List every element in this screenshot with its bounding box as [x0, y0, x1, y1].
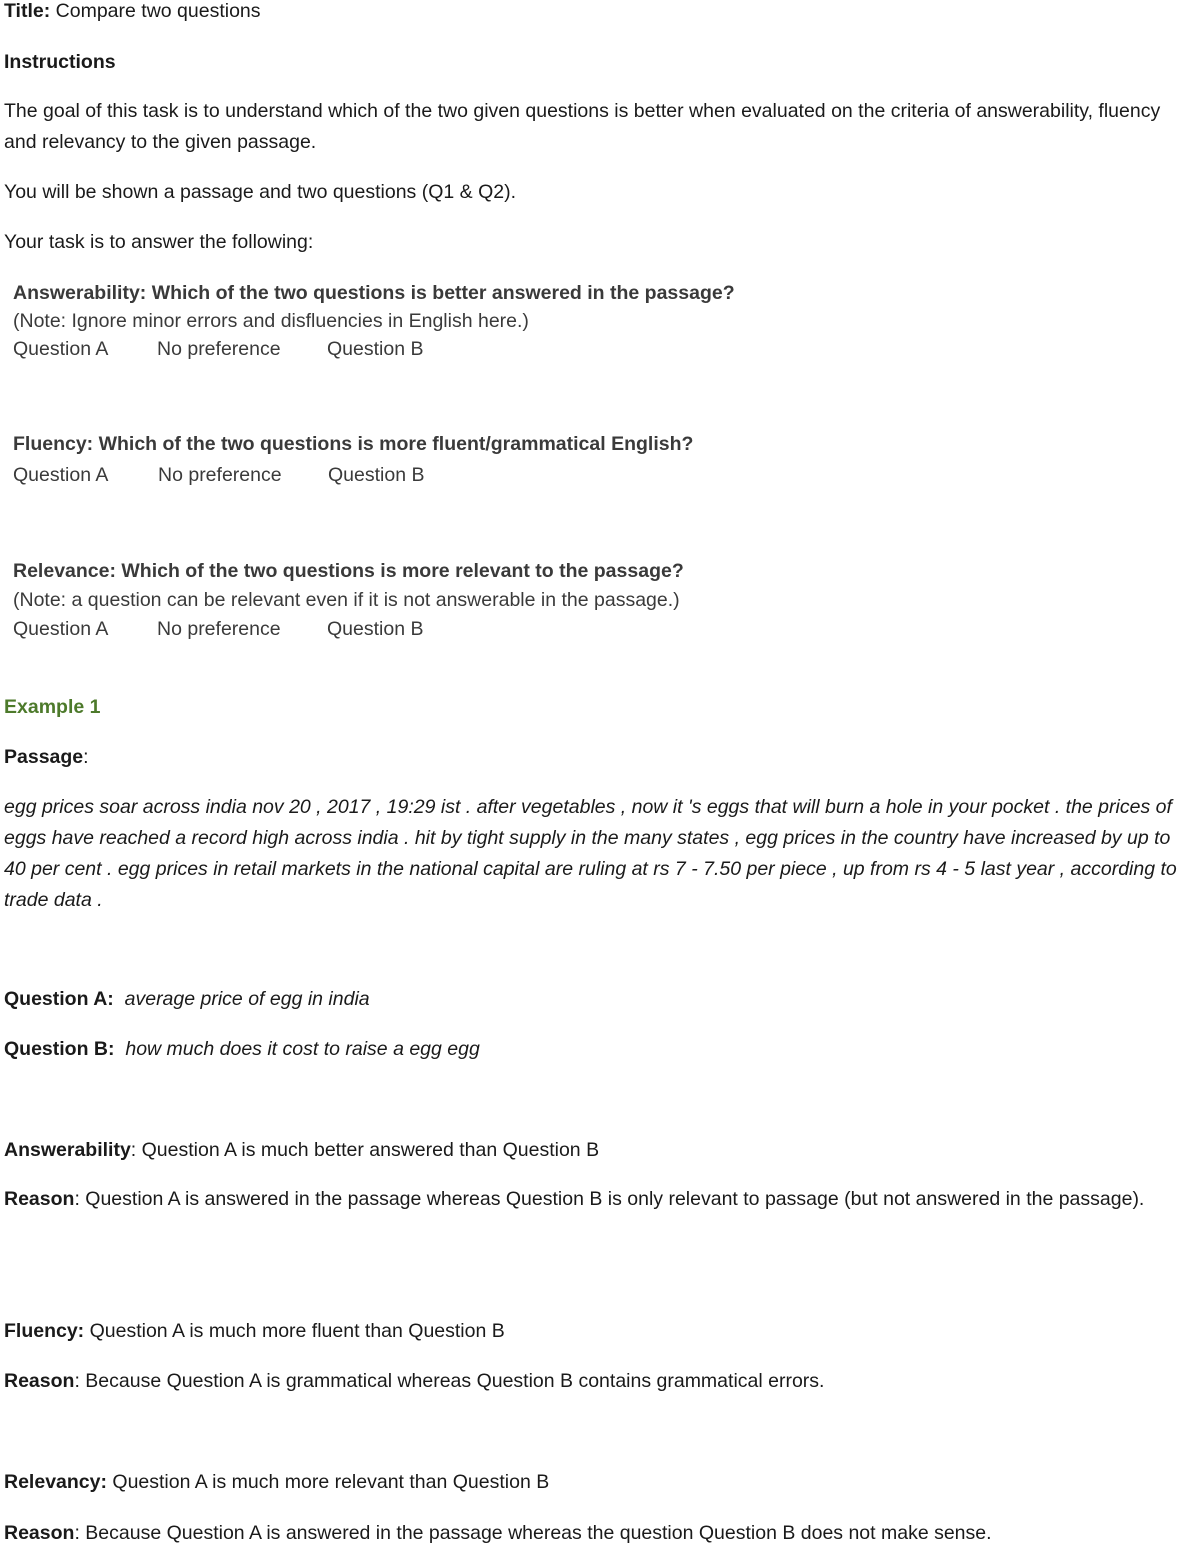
fluency-result-text: Question A is much more fluent than Question B: [89, 1320, 505, 1342]
fluency-reason-text: Because Question A is grammatical whereas Question B contains grammatical errors.: [85, 1370, 825, 1392]
fluency-option-b[interactable]: Question B: [328, 464, 425, 486]
passage-label: Passage: [4, 746, 84, 768]
relevancy-reason-label: Reason: [4, 1522, 75, 1544]
answerability-result-text: Question A is much better answered than Question B: [141, 1139, 600, 1161]
relevancy-reason-line: Reason: Because Question A is answered in the passage whereas the question Question B does not make sense.: [4, 1522, 992, 1544]
fluency-option-none[interactable]: No preference: [158, 464, 282, 486]
fluency-result-label: Fluency:: [4, 1320, 85, 1342]
fluency-question: Fluency: Which of the two questions is more fluent/grammatical English?: [13, 433, 694, 455]
answerability-result-line: Answerability: Question A is much better answered than Question B: [4, 1139, 600, 1161]
question-b-text: how much does it cost to raise a egg egg: [125, 1038, 480, 1060]
question-b-line: Question B: how much does it cost to raise a egg egg: [4, 1038, 480, 1060]
instructions-heading: Instructions: [4, 51, 116, 73]
relevancy-result-line: [4, 1471, 549, 1494]
question-a-label: Question A: [4, 988, 108, 1010]
relevance-option-b[interactable]: Question B: [327, 618, 424, 640]
fluency-result-line: [4, 1320, 505, 1343]
passage-text: egg prices soar across india nov 20 , 2017 , 19:29 ist . after vegetables , now it 's eggs that will burn a hole in your pocket . the prices of eggs have reached a record high across india . hit by tight supply in the many states , egg prices in the country have increased by up to 40 per cent . egg prices in retail markets in the national capital are ruling at rs 7 - 7.50 per piece , up from rs 4 - 5 last year , according to trade data .: [4, 796, 1177, 911]
answerability-reason-line: Reason: Question A is answered in the passage whereas Question B is only relevant to passage (but not answered in the passage).: [4, 1188, 1145, 1210]
question-a-line: Question A: average price of egg in india: [4, 988, 370, 1010]
fluency-option-a[interactable]: Question A: [13, 464, 109, 486]
example-heading: Example 1: [4, 696, 101, 718]
relevance-question: Relevance: Which of the two questions is more relevant to the passage?: [13, 560, 684, 582]
answerability-question: Answerability: Which of the two questions is better answered in the passage?: [13, 282, 735, 304]
instructions-task: Your task is to answer the following:: [4, 231, 314, 253]
question-b-label: Question B: [4, 1038, 109, 1060]
fluency-reason-label: Reason: [4, 1370, 75, 1392]
answerability-option-b[interactable]: Question B: [327, 338, 424, 360]
fluency-options: [13, 464, 424, 487]
relevancy-result-text: Question A is much more relevant than Question B: [112, 1471, 550, 1493]
relevance-option-a[interactable]: Question A: [13, 618, 109, 640]
answerability-option-none[interactable]: No preference: [157, 338, 281, 360]
relevance-options: [13, 618, 423, 641]
answerability-note: (Note: Ignore minor errors and disfluencies in English here.): [13, 310, 529, 332]
answerability-result-label: Answerability: [4, 1139, 131, 1161]
title-label: Title:: [4, 0, 51, 22]
relevance-note: (Note: a question can be relevant even if it is not answerable in the passage.): [13, 589, 680, 611]
title-text: Compare two questions: [55, 0, 261, 22]
answerability-options: [13, 338, 423, 361]
answerability-reason-label: Reason: [4, 1188, 75, 1210]
relevancy-reason-text: Because Question A is answered in the passage whereas the question Question B does not make sense.: [85, 1522, 992, 1544]
passage-label-line: Passage:: [4, 746, 89, 768]
relevancy-result-label: Relevancy:: [4, 1471, 107, 1493]
instructions-goal: The goal of this task is to understand which of the two given questions is better when evaluated on the criteria of answerability, fluency and relevancy to the given passage.: [4, 100, 1161, 153]
answerability-option-a[interactable]: Question A: [13, 338, 109, 360]
answerability-reason-text: Question A is answered in the passage whereas Question B is only relevant to passage (but not answered in the passage).: [85, 1188, 1145, 1210]
fluency-reason-line: Reason: Because Question A is grammatical whereas Question B contains grammatical errors.: [4, 1370, 825, 1392]
instructions-shown: You will be shown a passage and two questions (Q1 & Q2).: [4, 181, 516, 203]
relevance-option-none[interactable]: No preference: [157, 618, 281, 640]
question-a-text: average price of egg in india: [124, 988, 370, 1010]
title-line: [4, 0, 261, 23]
